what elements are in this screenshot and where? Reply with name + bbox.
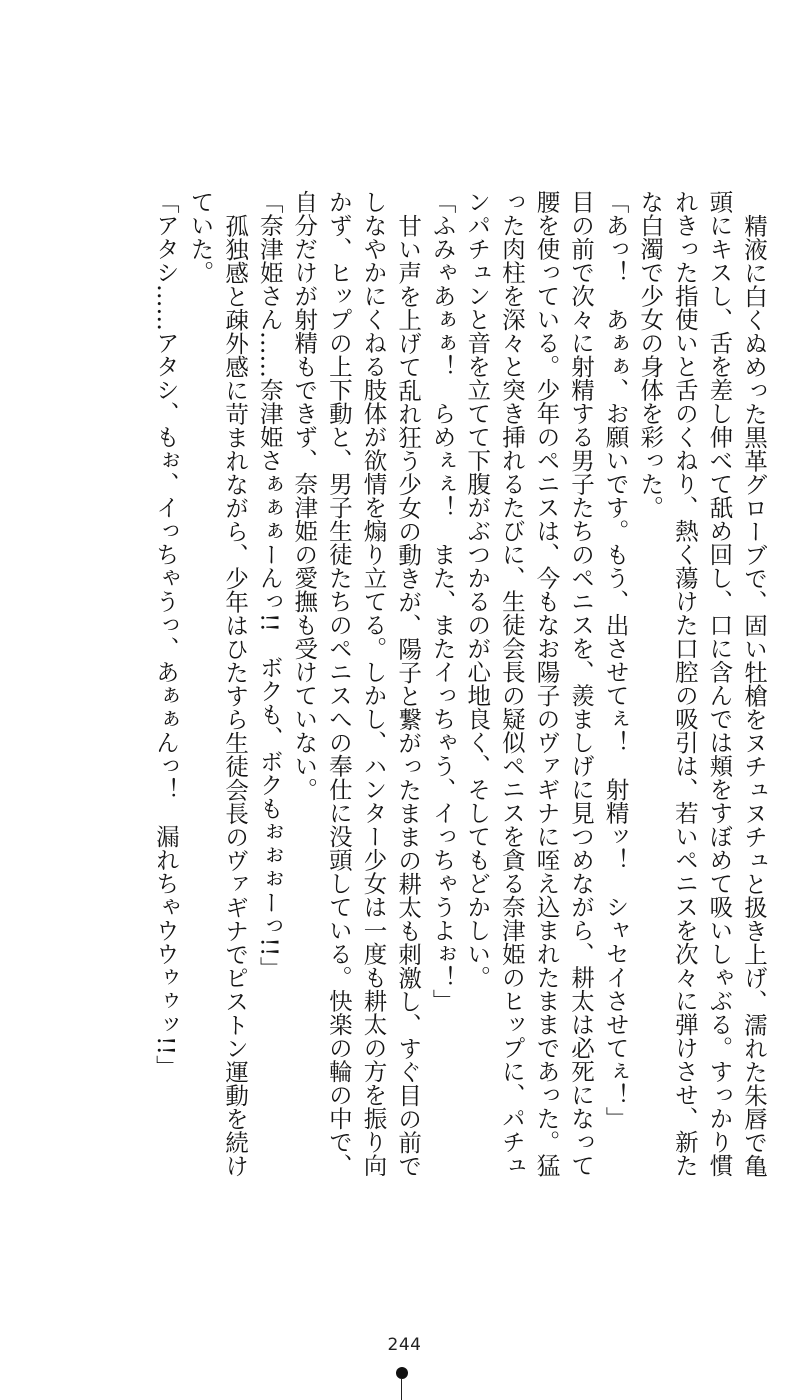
dialogue-line: 「奈津姫さん……奈津姫さぁぁぁーんっ!! ボクも、ボクもぉぉぉーっ!!」 [255, 190, 284, 980]
footer-dot-icon [396, 1367, 408, 1379]
page-number: 244 [387, 1335, 422, 1355]
paragraph: 甘い声を上げて乱れ狂う少女の動きが、陽子と繋がったままの耕太も刺激し、すぐ目の前でしなやかにくねる肢体が欲情を煽り立てる。しかし、ハンター少女は一度も耕太の方を振り向かず、ヒップの上下動と、男子生徒たちのペニスへの奉仕に没頭している。快楽の輪の中で、自分だけが射精もできず、奈津姫の愛撫も受けていない。 [290, 190, 423, 1177]
paragraph: 精液に白くぬめった黒革グローブで、固い牡槍をヌチュヌチュと扱き上げ、濡れた朱唇で亀頭にキスし、舌を差し伸べて舐め回し、口に含んでは頬をすぼめて吸いしゃぶる。すっかり慣れきった指使いと舌のくねり、熱く蕩けた口腔の吸引は、若いペニスを次々に弾けさせ、新たな白濁で少女の身体を彩った。 [636, 190, 768, 1177]
dialogue-line: 「あっ！ あぁぁ、お願いです。もう、出させてぇ！ 射精ッ！ シャセイさせてぇ！」 [601, 190, 630, 1130]
dialogue-line: 「アタシ……アタシ、もぉ、イっちゃうっ、あぁぁんっ！ 漏れちゃウウゥゥッ!!」 [151, 190, 180, 1079]
paragraph: 孤独感と疎外感に苛まれながら、少年はひたすら生徒会長のヴァギナでピストン運動を続けていた。 [186, 190, 250, 1177]
dialogue-line: 「ふみゃあぁぁ！ らめぇぇ！ また、またイっちゃう、イっちゃうよぉ！」 [428, 190, 457, 1013]
paragraph: 目の前で次々に射精する男子たちのペニスを、羨ましげに見つめながら、耕太は必死になって腰を使っている。少年のペニスは、今もなお陽子のヴァギナに咥え込まれたままであった。猛った肉柱を深々と突き挿れるたびに、生徒会長の疑似ペニスを貪る奈津姫のヒップに、パチュンパチュンと音を立てて下腹がぶつかるのが心地良く、そしてもどかしい。 [463, 190, 596, 1177]
footer-rule [401, 1378, 402, 1400]
vertical-body-text [67, 190, 771, 1190]
